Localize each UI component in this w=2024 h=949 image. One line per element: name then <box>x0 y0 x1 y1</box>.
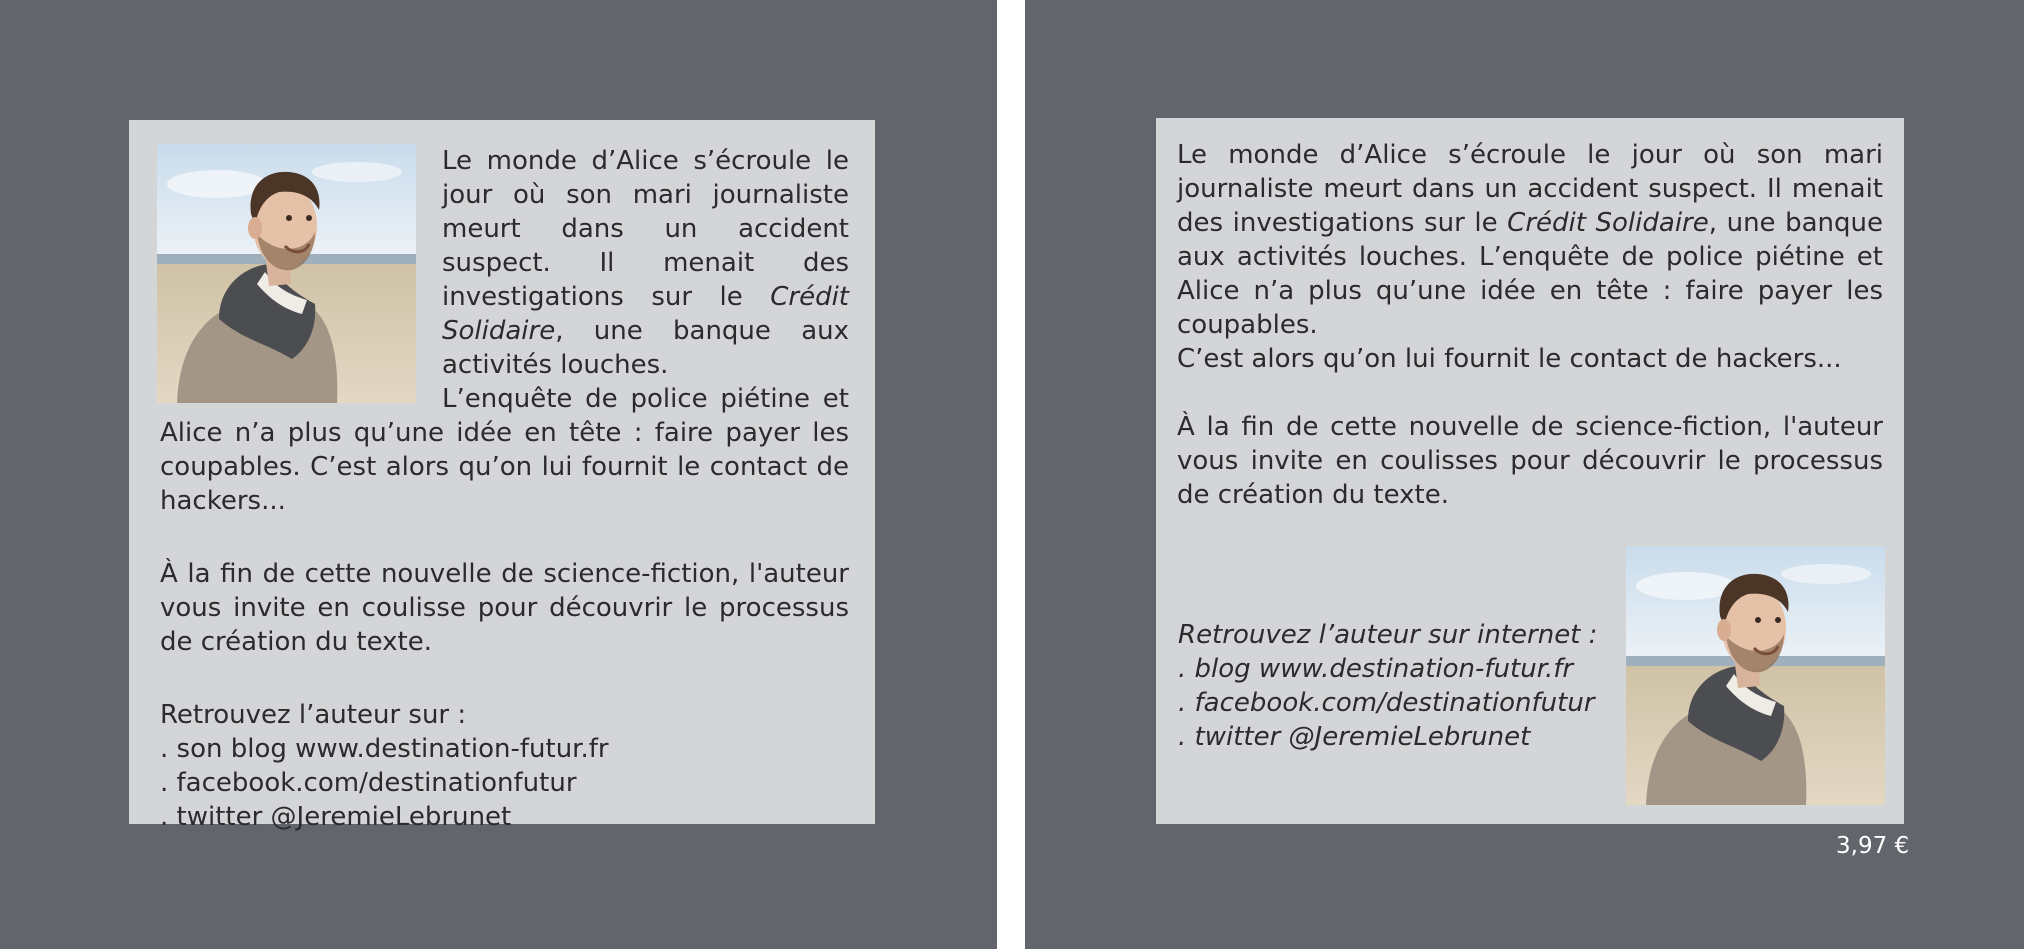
author-photo-right <box>1626 546 1885 805</box>
left-afterword: À la fin de cette nouvelle de science-fiction, l'auteur vous invite en coulisse pour découvrir le processus de création du texte. <box>160 559 849 657</box>
right-synopsis-text: Le monde d’Alice s’écroule le jour où son mari journaliste meurt dans un accident suspect. Il menait des investigations sur le <box>1177 140 1883 238</box>
left-link-blog: . son blog www.destination-futur.fr <box>160 734 609 764</box>
right-afterword: À la fin de cette nouvelle de science-fiction, l'auteur vous invite en coulisses pour découvrir le processus de création du texte. <box>1177 412 1883 510</box>
left-links-title: Retrouvez l’auteur sur : <box>160 700 467 730</box>
left-link-facebook: . facebook.com/destinationfutur <box>160 768 577 798</box>
author-photo <box>157 144 416 403</box>
left-link-twitter: . twitter @JeremieLebrunet <box>160 802 512 832</box>
right-synopsis-paragraph-2: C’est alors qu’on lui fournit le contact de hackers... <box>1177 344 1842 374</box>
right-bank-name: Crédit Solidaire <box>1507 208 1709 238</box>
right-link-twitter: . twitter @JeremieLebrunet <box>1178 722 1531 752</box>
right-synopsis-text-2: , une banque aux activités louches. L’enquête de police piétine et Alice n’a plus qu’une idée en tête : faire payer les coupables. <box>1177 208 1884 340</box>
left-cover-panel <box>0 0 997 949</box>
right-synopsis-paragraph <box>1177 138 1883 342</box>
left-bank-name: Crédit Solidaire <box>442 282 849 346</box>
right-links-title: Retrouvez l’auteur sur internet : <box>1178 620 1598 650</box>
left-back-cover-card <box>129 120 875 832</box>
left-synopsis-paragraph-2: L’enquête de police piétine et Alice n’a plus qu’une idée en tête : faire payer les coupables. C’est alors qu’on lui fournit le contact de hackers... <box>160 384 849 516</box>
right-back-cover-card <box>1156 118 1904 824</box>
right-link-blog: . blog www.destination-futur.fr <box>1178 654 1574 684</box>
left-synopsis-text: Le monde d’Alice s’écroule le jour où son mari journaliste meurt dans un accident suspect. Il menait des investigations sur le <box>442 146 849 312</box>
right-cover-panel <box>1025 0 2024 949</box>
left-synopsis-text-2: , une banque aux activités louches. <box>442 316 849 380</box>
price-label: 3,97 € <box>1836 833 1910 859</box>
right-synopsis <box>1177 138 1883 512</box>
right-author-links <box>1178 618 1597 754</box>
left-author-links <box>160 698 849 834</box>
right-link-facebook: . facebook.com/destinationfutur <box>1178 688 1595 718</box>
